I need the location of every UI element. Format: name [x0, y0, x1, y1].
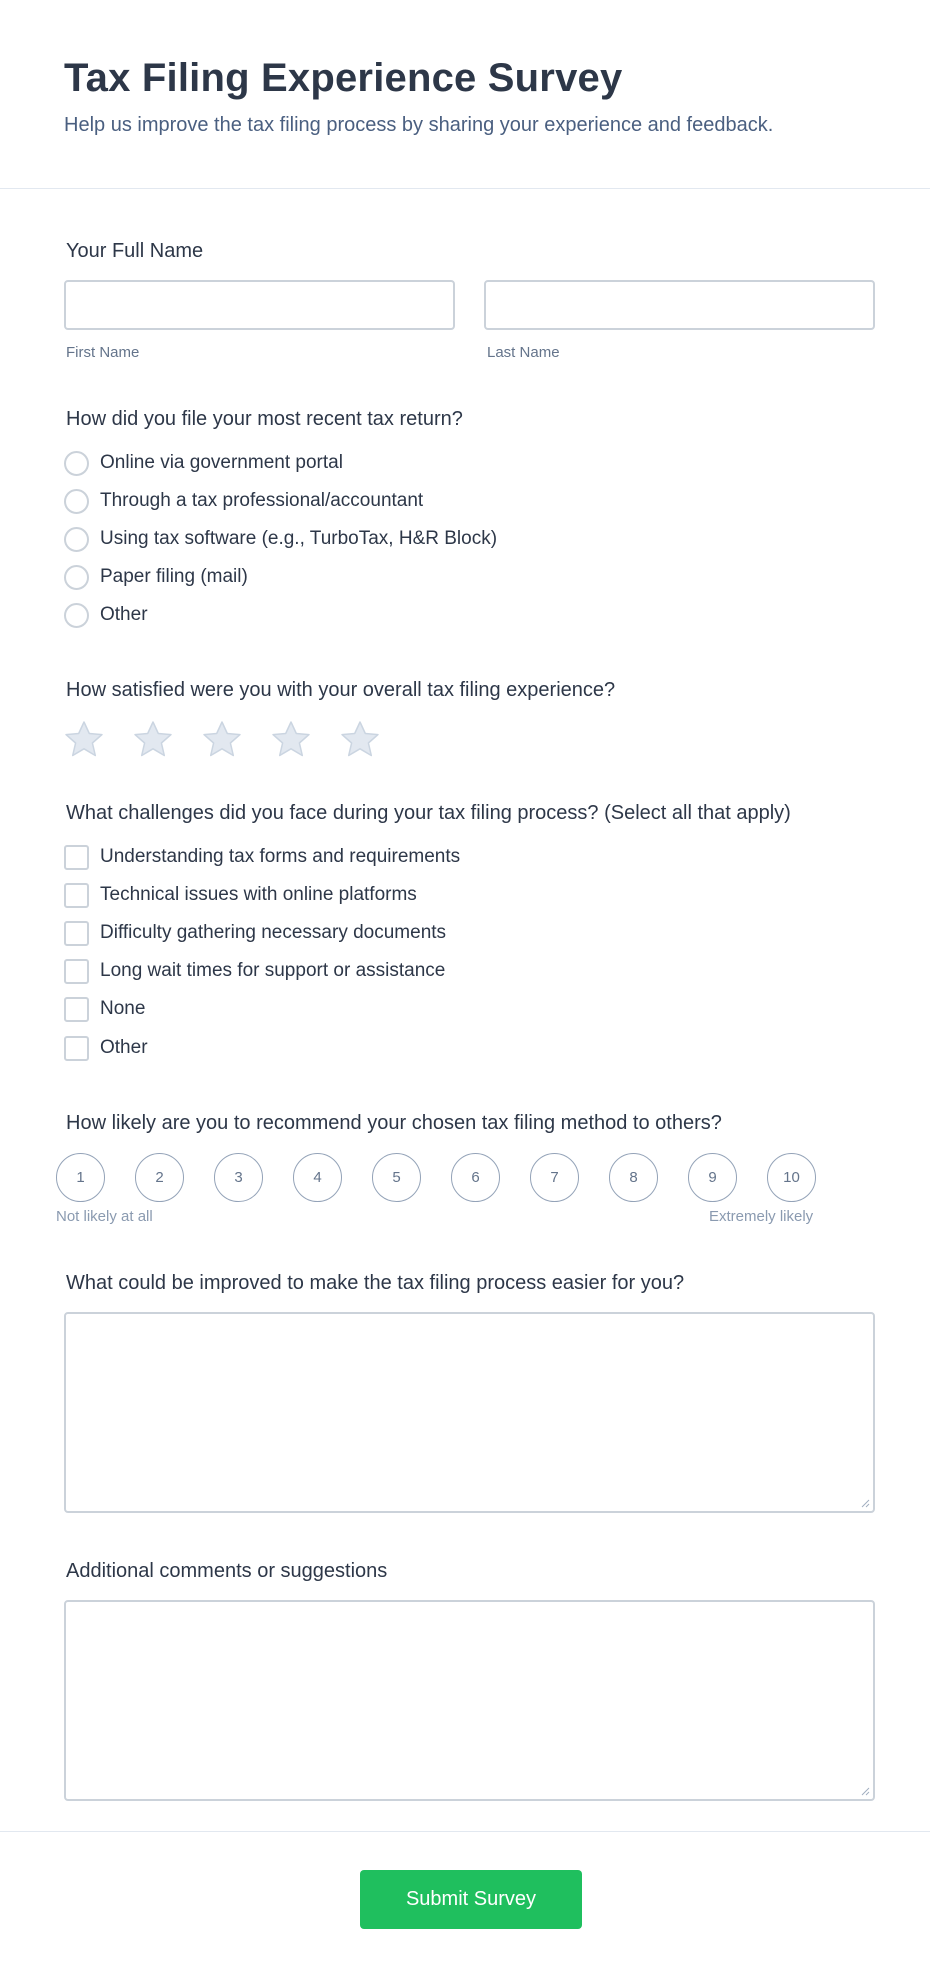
filing-method-option[interactable] — [64, 602, 148, 628]
option-label: Understanding tax forms and requirements — [100, 846, 461, 867]
submit-survey-button[interactable]: Submit Survey — [360, 1870, 582, 1929]
checkbox[interactable] — [64, 1036, 89, 1061]
filing-method-option[interactable] — [64, 450, 343, 476]
full-name-label: Your Full Name — [66, 240, 204, 262]
nps-option-9[interactable]: 9 — [688, 1153, 737, 1202]
last-name-input[interactable] — [484, 280, 875, 330]
challenges-question: What challenges did you face during your tax filing process? (Select all that apply) — [66, 802, 791, 824]
checkbox[interactable] — [64, 883, 89, 908]
filing-method-question: How did you file your most recent tax return? — [66, 408, 463, 430]
nps-option-7[interactable]: 7 — [530, 1153, 579, 1202]
star-icon[interactable] — [64, 720, 104, 760]
nps-option-3[interactable]: 3 — [214, 1153, 263, 1202]
nps-max-caption: Extremely likely — [709, 1208, 814, 1225]
checkbox[interactable] — [64, 959, 89, 984]
nps-option-8[interactable]: 8 — [609, 1153, 658, 1202]
checkbox[interactable] — [64, 921, 89, 946]
first-name-caption: First Name — [66, 344, 140, 361]
radio-button[interactable] — [64, 527, 89, 552]
comments-textarea[interactable] — [64, 1600, 875, 1801]
footer-divider — [0, 1831, 930, 1832]
option-label: Paper filing (mail) — [100, 566, 248, 587]
resize-handle-icon[interactable] — [860, 1498, 870, 1508]
filing-method-option[interactable] — [64, 488, 423, 514]
nps-option-10[interactable]: 10 — [767, 1153, 816, 1202]
checkbox[interactable] — [64, 997, 89, 1022]
filing-method-option[interactable] — [64, 564, 248, 590]
challenge-option[interactable] — [64, 1035, 148, 1061]
last-name-caption: Last Name — [487, 344, 560, 361]
option-label: Difficulty gathering necessary documents — [100, 922, 447, 943]
option-label: Technical issues with online platforms — [100, 884, 417, 905]
radio-button[interactable] — [64, 603, 89, 628]
radio-button[interactable] — [64, 565, 89, 590]
challenge-option[interactable] — [64, 882, 417, 908]
nps-option-5[interactable]: 5 — [372, 1153, 421, 1202]
satisfaction-question: How satisfied were you with your overall tax filing experience? — [66, 679, 616, 701]
challenge-option[interactable] — [64, 996, 145, 1022]
recommend-question: How likely are you to recommend your chosen tax filing method to others? — [66, 1112, 722, 1134]
resize-handle-icon[interactable] — [860, 1786, 870, 1796]
challenge-option[interactable] — [64, 958, 445, 984]
nps-option-6[interactable]: 6 — [451, 1153, 500, 1202]
radio-button[interactable] — [64, 489, 89, 514]
star-icon[interactable] — [202, 720, 242, 760]
nps-option-2[interactable]: 2 — [135, 1153, 184, 1202]
radio-button[interactable] — [64, 451, 89, 476]
star-icon[interactable] — [133, 720, 173, 760]
nps-option-1[interactable]: 1 — [56, 1153, 105, 1202]
option-label: Online via government portal — [100, 452, 343, 473]
option-label: Long wait times for support or assistance — [100, 960, 446, 981]
nps-option-4[interactable]: 4 — [293, 1153, 342, 1202]
filing-method-option[interactable] — [64, 526, 497, 552]
page-subtitle: Help us improve the tax filing process by sharing your experience and feedback. — [64, 114, 774, 136]
star-icon[interactable] — [271, 720, 311, 760]
star-icon[interactable] — [340, 720, 380, 760]
first-name-input[interactable] — [64, 280, 455, 330]
option-label: None — [100, 998, 146, 1019]
page-title: Tax Filing Experience Survey — [64, 56, 623, 100]
option-label: Other — [100, 1037, 148, 1058]
option-label: Using tax software (e.g., TurboTax, H&R Block) — [100, 528, 498, 549]
option-label: Other — [100, 604, 148, 625]
checkbox[interactable] — [64, 845, 89, 870]
survey-header — [0, 0, 930, 189]
nps-min-caption: Not likely at all — [56, 1208, 153, 1225]
comments-question: Additional comments or suggestions — [66, 1560, 388, 1582]
improvements-textarea[interactable] — [64, 1312, 875, 1513]
improvements-question: What could be improved to make the tax filing process easier for you? — [66, 1272, 685, 1294]
challenge-option[interactable] — [64, 844, 460, 870]
option-label: Through a tax professional/accountant — [100, 490, 424, 511]
challenge-option[interactable] — [64, 920, 446, 946]
